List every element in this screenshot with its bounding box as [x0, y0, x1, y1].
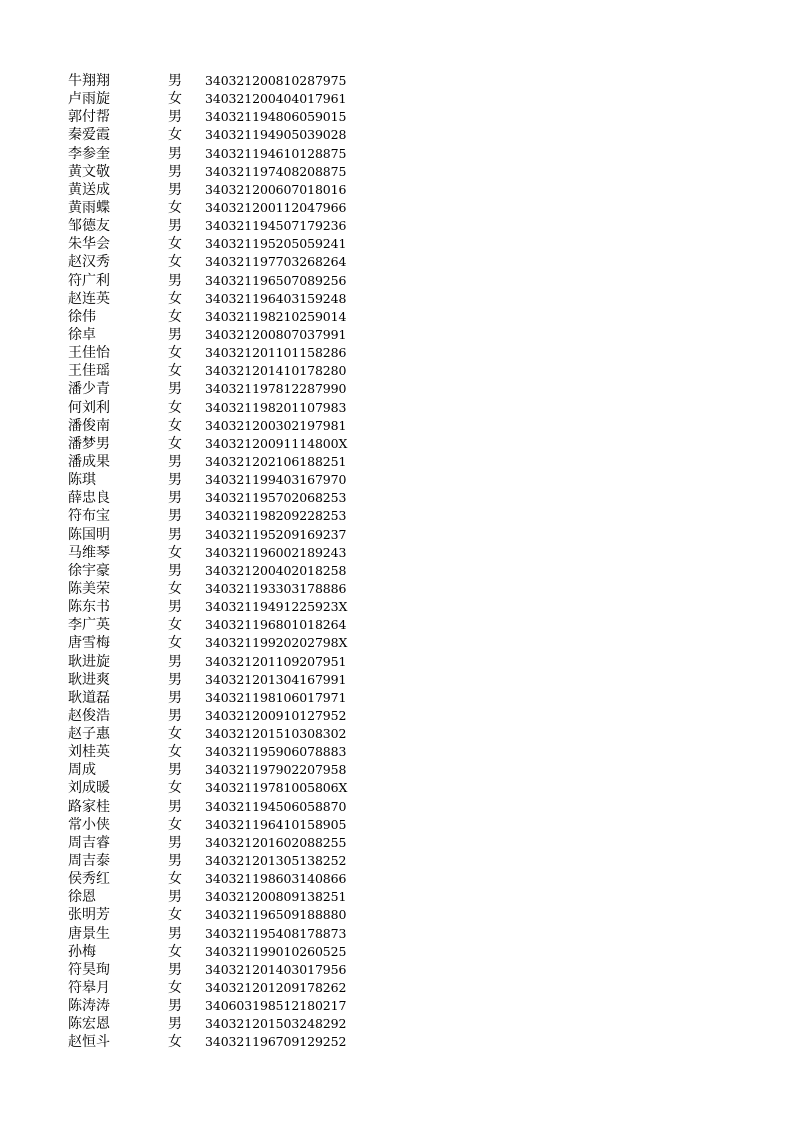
table-row: [0, 526, 793, 544]
table-row: [0, 163, 793, 181]
name-cell: 周成: [68, 762, 96, 779]
gender-cell: 女: [168, 780, 182, 797]
table-row: [0, 798, 793, 816]
name-cell: 符广利: [68, 272, 110, 289]
gender-cell: 女: [168, 816, 182, 833]
name-cell: 孙梅: [68, 943, 96, 960]
id-number-cell: 340321196403159248: [205, 290, 347, 306]
table-row: [0, 925, 793, 943]
gender-cell: 男: [168, 272, 182, 289]
name-cell: 卢雨旋: [68, 91, 110, 108]
name-cell: 赵连英: [68, 290, 110, 307]
gender-cell: 女: [168, 980, 182, 997]
name-cell: 耿进爽: [68, 671, 110, 688]
name-cell: 耿道磊: [68, 689, 110, 706]
table-row: [0, 362, 793, 380]
table-row: [0, 507, 793, 525]
gender-cell: 男: [168, 181, 182, 198]
table-row: [0, 272, 793, 290]
id-number-cell: 340321200809138251: [205, 889, 347, 905]
id-number-cell: 340321201101158286: [205, 345, 347, 361]
gender-cell: 女: [168, 871, 182, 888]
gender-cell: 女: [168, 363, 182, 380]
table-row: [0, 253, 793, 271]
table-row: [0, 779, 793, 797]
id-number-cell: 340321201410178280: [205, 363, 347, 379]
id-number-cell: 340321200810287975: [205, 73, 347, 88]
id-number-cell: 340321196002189243: [205, 544, 347, 560]
table-row: [0, 961, 793, 979]
gender-cell: 男: [168, 925, 182, 942]
table-row: [0, 145, 793, 163]
id-number-cell: 340321195702068253: [205, 490, 347, 506]
name-cell: 李广英: [68, 617, 110, 634]
table-row: [0, 417, 793, 435]
id-number-cell: 340321198209228253: [205, 508, 347, 524]
id-number-cell: 340321198210259014: [205, 308, 347, 324]
id-number-cell: 340321200112047966: [205, 199, 347, 215]
id-number-cell: 34032120091114800X: [205, 435, 348, 451]
gender-cell: 男: [168, 218, 182, 235]
gender-cell: 男: [168, 961, 182, 978]
table-row: [0, 1015, 793, 1033]
id-number-cell: 34032119920202798X: [205, 635, 348, 651]
gender-cell: 男: [168, 889, 182, 906]
gender-cell: 女: [168, 254, 182, 271]
table-row: [0, 399, 793, 417]
id-number-cell: 340321198603140866: [205, 871, 347, 887]
id-number-cell: 340321196507089256: [205, 272, 347, 288]
name-cell: 陈宏恩: [68, 1016, 110, 1033]
id-number-cell: 340321193303178886: [205, 580, 347, 596]
table-row: [0, 743, 793, 761]
table-row: [0, 235, 793, 253]
table-row: [0, 290, 793, 308]
table-row: [0, 653, 793, 671]
gender-cell: 男: [168, 998, 182, 1015]
gender-cell: 男: [168, 671, 182, 688]
name-cell: 薛忠良: [68, 490, 110, 507]
name-cell: 黄文敬: [68, 163, 110, 180]
id-number-cell: 340321196801018264: [205, 617, 347, 633]
name-cell: 赵汉秀: [68, 254, 110, 271]
gender-cell: 女: [168, 943, 182, 960]
table-row: [0, 308, 793, 326]
id-number-cell: 340321200910127952: [205, 707, 347, 723]
id-number-cell: 340321195205059241: [205, 236, 347, 252]
gender-cell: 男: [168, 762, 182, 779]
table-row: [0, 126, 793, 144]
name-cell: 邹德友: [68, 218, 110, 235]
id-number-cell: 340321200807037991: [205, 326, 347, 342]
table-row: [0, 199, 793, 217]
gender-cell: 男: [168, 453, 182, 470]
name-cell: 徐宇豪: [68, 562, 110, 579]
id-number-cell: 340321195209169237: [205, 526, 347, 542]
gender-cell: 男: [168, 798, 182, 815]
gender-cell: 女: [168, 635, 182, 652]
name-cell: 徐恩: [68, 889, 96, 906]
table-row: [0, 108, 793, 126]
table-row: [0, 453, 793, 471]
table-row: [0, 380, 793, 398]
gender-cell: 男: [168, 653, 182, 670]
gender-cell: 男: [168, 490, 182, 507]
gender-cell: 男: [168, 599, 182, 616]
name-cell: 刘桂英: [68, 744, 110, 761]
name-cell: 路家桂: [68, 798, 110, 815]
name-cell: 潘少青: [68, 381, 110, 398]
id-number-cell: 340321196509188880: [205, 907, 347, 923]
table-row: [0, 689, 793, 707]
table-row: [0, 671, 793, 689]
table-row: [0, 761, 793, 779]
id-number-cell: 340321201209178262: [205, 980, 347, 996]
gender-cell: 女: [168, 1034, 182, 1051]
name-cell: 徐卓: [68, 326, 96, 343]
table-row: [0, 816, 793, 834]
table-row: [0, 888, 793, 906]
name-cell: 陈涛涛: [68, 998, 110, 1015]
name-cell: 张明芳: [68, 907, 110, 924]
table-row: [0, 562, 793, 580]
table-row: [0, 707, 793, 725]
gender-cell: 女: [168, 345, 182, 362]
name-cell: 符布宝: [68, 508, 110, 525]
id-number-cell: 340321201304167991: [205, 671, 347, 687]
table-row: [0, 870, 793, 888]
gender-cell: 男: [168, 73, 182, 89]
id-number-cell: 340321194806059015: [205, 109, 347, 125]
id-number-cell: 340321198201107983: [205, 399, 347, 415]
table-row: [0, 906, 793, 924]
name-cell: 陈琪: [68, 472, 96, 489]
gender-cell: 男: [168, 145, 182, 162]
id-number-cell: 340321194506058870: [205, 798, 347, 814]
id-number-cell: 340321194610128875: [205, 145, 347, 161]
gender-cell: 女: [168, 199, 182, 216]
table-row: [0, 544, 793, 562]
id-number-cell: 340321201403017956: [205, 961, 347, 977]
gender-cell: 男: [168, 689, 182, 706]
gender-cell: 男: [168, 853, 182, 870]
table-row: [0, 834, 793, 852]
id-number-cell: 340321201602088255: [205, 834, 347, 850]
gender-cell: 男: [168, 326, 182, 343]
table-row: [0, 634, 793, 652]
name-cell: 秦爱霞: [68, 127, 110, 144]
name-cell: 王佳怡: [68, 345, 110, 362]
gender-cell: 女: [168, 744, 182, 761]
id-number-cell: 340321196709129252: [205, 1034, 347, 1050]
id-number-cell: 340321197703268264: [205, 254, 347, 270]
name-cell: 李参奎: [68, 145, 110, 162]
name-cell: 郭付帮: [68, 109, 110, 126]
gender-cell: 男: [168, 1016, 182, 1033]
table-row: [0, 979, 793, 997]
table-row: [0, 72, 793, 90]
name-cell: 王佳瑶: [68, 363, 110, 380]
id-number-cell: 340321201109207951: [205, 653, 347, 669]
name-cell: 侯秀红: [68, 871, 110, 888]
name-cell: 何刘利: [68, 399, 110, 416]
table-row: [0, 489, 793, 507]
gender-cell: 男: [168, 109, 182, 126]
gender-cell: 女: [168, 726, 182, 743]
name-cell: 常小侠: [68, 816, 110, 833]
name-cell: 黄送成: [68, 181, 110, 198]
id-number-cell: 340321200404017961: [205, 91, 347, 107]
table-row: [0, 598, 793, 616]
id-number-cell: 340321200402018258: [205, 562, 347, 578]
id-number-cell: 340321202106188251: [205, 453, 347, 469]
id-number-cell: 340321200607018016: [205, 181, 347, 197]
table-row: [0, 725, 793, 743]
table-row: [0, 344, 793, 362]
id-number-cell: 340321199010260525: [205, 943, 347, 959]
gender-cell: 女: [168, 907, 182, 924]
table-row: [0, 435, 793, 453]
gender-cell: 女: [168, 127, 182, 144]
gender-cell: 男: [168, 508, 182, 525]
table-row: [0, 1033, 793, 1051]
id-number-cell: 340321198106017971: [205, 689, 347, 705]
name-cell: 赵俊浩: [68, 707, 110, 724]
name-cell: 马维琴: [68, 544, 110, 561]
gender-cell: 女: [168, 544, 182, 561]
id-number-cell: 34032119781005806X: [205, 780, 348, 796]
name-cell: 唐景生: [68, 925, 110, 942]
id-number-cell: 340321195408178873: [205, 925, 347, 941]
gender-cell: 女: [168, 290, 182, 307]
name-cell: 唐雪梅: [68, 635, 110, 652]
id-number-cell: 340321194905039028: [205, 127, 347, 143]
gender-cell: 女: [168, 617, 182, 634]
id-number-cell: 340321201510308302: [205, 726, 347, 742]
name-cell: 周吉泰: [68, 853, 110, 870]
name-cell: 徐伟: [68, 308, 96, 325]
id-number-cell: 340321197812287990: [205, 381, 347, 397]
id-number-cell: 340603198512180217: [205, 998, 347, 1014]
name-cell: 黄雨蝶: [68, 199, 110, 216]
table-row: [0, 181, 793, 199]
table-row: [0, 997, 793, 1015]
gender-cell: 男: [168, 707, 182, 724]
name-cell: 潘成果: [68, 453, 110, 470]
name-cell: 周吉睿: [68, 834, 110, 851]
id-number-cell: 340321199403167970: [205, 472, 347, 488]
table-row: [0, 943, 793, 961]
id-number-cell: 340321200302197981: [205, 417, 347, 433]
roster-sheet: [0, 72, 793, 1052]
table-row: [0, 90, 793, 108]
table-row: [0, 852, 793, 870]
gender-cell: 女: [168, 417, 182, 434]
name-cell: 耿进旋: [68, 653, 110, 670]
id-number-cell: 340321197902207958: [205, 762, 347, 778]
id-number-cell: 340321195906078883: [205, 744, 347, 760]
name-cell: 符皋月: [68, 980, 110, 997]
name-cell: 潘梦男: [68, 435, 110, 452]
table-row: [0, 616, 793, 634]
gender-cell: 男: [168, 562, 182, 579]
name-cell: 陈美荣: [68, 580, 110, 597]
gender-cell: 女: [168, 399, 182, 416]
name-cell: 赵子惠: [68, 726, 110, 743]
id-number-cell: 34032119491225923X: [205, 599, 348, 615]
name-cell: 符昊珣: [68, 961, 110, 978]
table-row: [0, 326, 793, 344]
gender-cell: 女: [168, 308, 182, 325]
id-number-cell: 340321201305138252: [205, 853, 347, 869]
id-number-cell: 340321196410158905: [205, 816, 347, 832]
gender-cell: 男: [168, 163, 182, 180]
name-cell: 陈国明: [68, 526, 110, 543]
gender-cell: 女: [168, 236, 182, 253]
table-row: [0, 471, 793, 489]
id-number-cell: 340321197408208875: [205, 163, 347, 179]
gender-cell: 女: [168, 91, 182, 108]
table-row: [0, 580, 793, 598]
name-cell: 牛翔翔: [68, 73, 110, 89]
gender-cell: 男: [168, 381, 182, 398]
name-cell: 朱华会: [68, 236, 110, 253]
id-number-cell: 340321194507179236: [205, 218, 347, 234]
table-row: [0, 217, 793, 235]
id-number-cell: 340321201503248292: [205, 1016, 347, 1032]
name-cell: 刘成暖: [68, 780, 110, 797]
gender-cell: 男: [168, 526, 182, 543]
name-cell: 赵恒斗: [68, 1034, 110, 1051]
gender-cell: 男: [168, 472, 182, 489]
name-cell: 陈东书: [68, 599, 110, 616]
gender-cell: 男: [168, 834, 182, 851]
name-cell: 潘俊南: [68, 417, 110, 434]
gender-cell: 女: [168, 435, 182, 452]
gender-cell: 女: [168, 580, 182, 597]
